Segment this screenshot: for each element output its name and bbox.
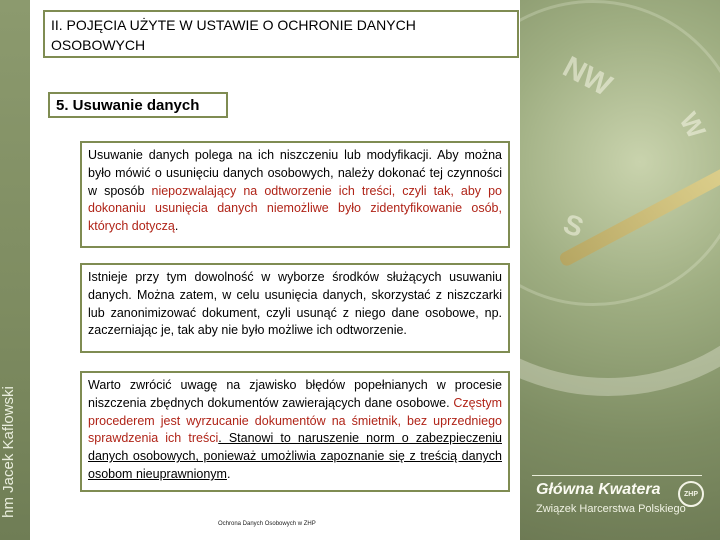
paragraph-2-segment-1: Istnieje przy tym dowolność w wyborze środków służących usuwaniu danych. Można zatem, w celu usunięcia danych, skorzystać z niszczarki lub zanonimizować dokument, czyli usunąć z niego dane osobowe, np. zaczerniając je, tak aby nie było możliwe ich odtworzenie. (88, 270, 502, 338)
paragraph-1-segment-2: niepozwalający na odtworzenie ich treści, czyli tak, aby po dokonaniu usunięcia danych niemożliwe było zidentyfikowanie osób, których dotyczą (88, 183, 503, 234)
slide-title: II. POJĘCIA UŻYTE W USTAWIE O OCHRONIE DANYCH OSOBOWYCH (43, 10, 519, 58)
compass-inner-ring (520, 0, 720, 306)
paragraph-2 (80, 263, 510, 353)
paragraph-3-segment-1: Warto zwrócić uwagę na zjawisko błędów popełnianych w procesie niszczenia zbędnych dokumentów zawierających dane osobowe. (88, 378, 502, 410)
paragraph-1 (80, 141, 510, 248)
paragraph-3-segment-3: . Stanowi to naruszenie norm o zabezpieczeniu danych osobowych, ponieważ umożliwia zapoznanie się z treścią danych osobom nieuprawnionym (88, 431, 502, 481)
compass-letter-s: S (559, 207, 588, 244)
side-author-text: hm Jacek Kaflowski (0, 386, 17, 518)
footer-caption: Ochrona Danych Osobowych w ZHP (218, 521, 316, 527)
brand-title: Główna Kwatera (536, 481, 661, 498)
zhp-logo-icon: ZHP (678, 481, 704, 507)
organization-footer (532, 475, 720, 535)
compass-letter-nw: NW (557, 50, 618, 103)
footer-divider (532, 475, 702, 476)
paragraph-3-segment-2: Częstym procederem jest wyrzucanie dokumentów na śmietnik, bez uprzedniego sprawdzenia ich treści (88, 395, 502, 446)
paragraph-1-segment-3: . (174, 219, 179, 234)
paragraph-3-segment-4: . (226, 466, 231, 481)
paragraph-3 (80, 371, 510, 492)
brand-subtitle: Związek Harcerstwa Polskiego (536, 503, 686, 515)
section-heading: 5. Usuwanie danych (48, 92, 228, 118)
compass-letter-w: W (673, 107, 712, 144)
paragraph-1-segment-1: Usuwanie danych polega na ich niszczeniu lub modyfikacji. Aby można było mówić o usunięciu danych osobowych, należy dokonać tej czynności w sposób (88, 148, 502, 198)
compass-background (520, 0, 720, 540)
